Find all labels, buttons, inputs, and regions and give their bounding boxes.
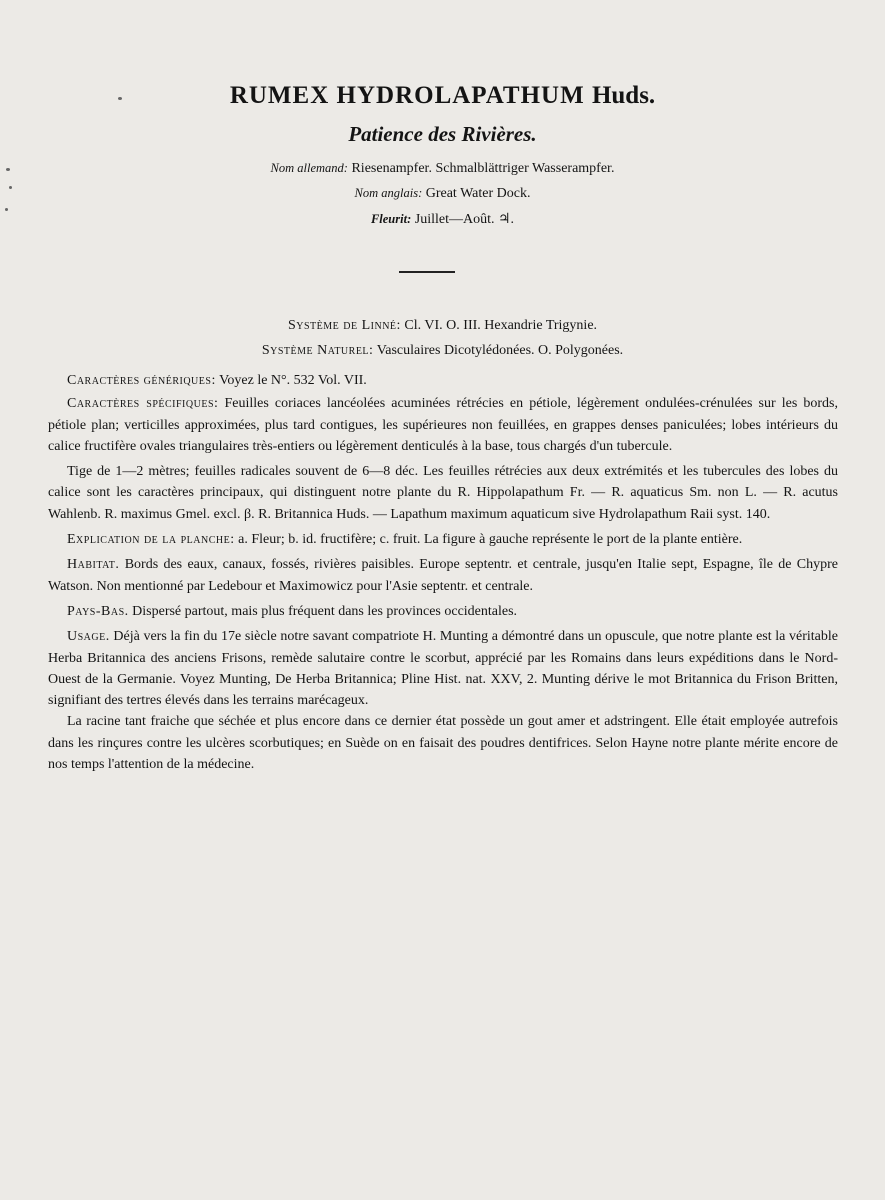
species-author: Huds.: [591, 82, 656, 109]
racine-paragraph: La racine tant fraiche que séchée et plus encore dans ce dernier état possède un gout amer et adstringent. Elle était employée autrefois dans les rinçures contre les ulcères scorbutiques; en Suède on en faisait des poudres dentifrices. Selon Hayne notre plante mérite encore de nos temps l'attention de la médecine.: [48, 714, 838, 773]
usage-text: Déjà vers la fin du 17e siècle notre savant compatriote H. Munting a démontré dans un opuscule, que notre plante est la véritable Herba Britannica des anciens Frisons, remède salutaire contre le scorbut, apprécié par les Romains dans leurs expéditions dans le Nord-Ouest de la Germanie. Voyez Munting, De Herba Britannica; Pline Hist. nat. XXV, 2. Munting dérive le mot Britannica du Frison Britten, signifiant des tertres élevés dans les terrains marécageux.: [48, 629, 839, 709]
flowering-label: Fleurit:: [370, 212, 412, 226]
generic-text: Voyez le N°. 532 Vol. VII.: [219, 373, 367, 388]
usage-paragraph: [48, 626, 838, 711]
explication-text: a. Fleur; b. id. fructifère; c. fruit. La figure à gauche représente le port de la plante entière.: [238, 532, 743, 548]
body-text: [48, 370, 838, 779]
divider-rule: [399, 271, 455, 273]
english-name-line: [0, 186, 885, 202]
specific-label: Caractères spécifiques:: [67, 396, 219, 412]
habitat-text: Bords des eaux, canaux, fossés, rivières paisibles. Europe septentr. et centrale, jusqu'en Italie sept, Espagne, île de Chypre Watson. Non mentionné par Ledebour et Maximowicz pour l'Asie septentr. et centrale.: [48, 557, 839, 594]
print-speck: [6, 168, 10, 171]
explication-label: Explication de la planche:: [67, 532, 235, 548]
linne-value: Cl. VI. O. III. Hexandrie Trigynie.: [404, 318, 598, 333]
german-name-line: [0, 161, 885, 177]
species-title: [0, 82, 885, 110]
explication-paragraph: [48, 529, 838, 550]
paysbas-paragraph: [48, 601, 838, 622]
naturel-line: [0, 343, 885, 359]
german-label: Nom allemand:: [270, 161, 348, 175]
english-name: Great Water Dock.: [425, 186, 531, 201]
flowering-line: [0, 211, 885, 228]
german-name: Riesenampfer. Schmalblättriger Wasserampfer.: [351, 161, 615, 176]
tige-paragraph: Tige de 1—2 mètres; feuilles radicales souvent de 6—8 déc. Les feuilles rétrécies aux deux extrémités et les tubercules des lobes du calice sont les caractères principaux, qui distinguent notre plante du R. Hippolapathum Fr. — R. aquaticus Sm. non L. — R. acutus Wahlenb. R. maximus Gmel. excl. β. R. Britannica Huds. — Lapathum maximum aquaticum sive Hydrolapathum Raii syst. 140.: [48, 464, 838, 522]
linne-line: [0, 318, 885, 334]
common-name-fr: Patience des Rivières.: [348, 122, 537, 146]
english-label: Nom anglais:: [354, 186, 423, 200]
usage-label: Usage.: [67, 629, 110, 645]
paysbas-label: Pays-Bas.: [67, 603, 129, 619]
flowering-value: Juillet—Août. ♃.: [414, 212, 515, 227]
generic-label: Caractères génériques:: [67, 373, 216, 388]
linne-label: Système de Linné:: [287, 318, 401, 333]
print-speck: [9, 186, 12, 189]
generic-paragraph: [48, 370, 838, 391]
habitat-paragraph: [48, 554, 838, 597]
species-name: RUMEX HYDROLAPATHUM: [229, 82, 585, 109]
naturel-label: Système Naturel:: [261, 343, 374, 358]
paysbas-text: Dispersé partout, mais plus fréquent dans les provinces occidentales.: [132, 603, 518, 619]
naturel-value: Vasculaires Dicotylédonées. O. Polygonées.: [376, 343, 624, 358]
specific-paragraph: [48, 393, 838, 457]
print-speck: [5, 208, 8, 211]
habitat-label: Habitat.: [67, 557, 120, 573]
print-speck: [118, 97, 122, 100]
specific-text: Feuilles coriaces lancéolées acuminées rétrécies en pétiole, légèrement ondulées-crénulées sur les bords, pétiole plan; verticilles approximées, plus tard contigues, les supérieures non feuillées, en grappes denses paniculées; lobes intérieurs du calice fructifère ovales triangulaires très-entiers ou légèrement denticulés à la base, tous chargés d'un tubercule.: [48, 396, 839, 454]
